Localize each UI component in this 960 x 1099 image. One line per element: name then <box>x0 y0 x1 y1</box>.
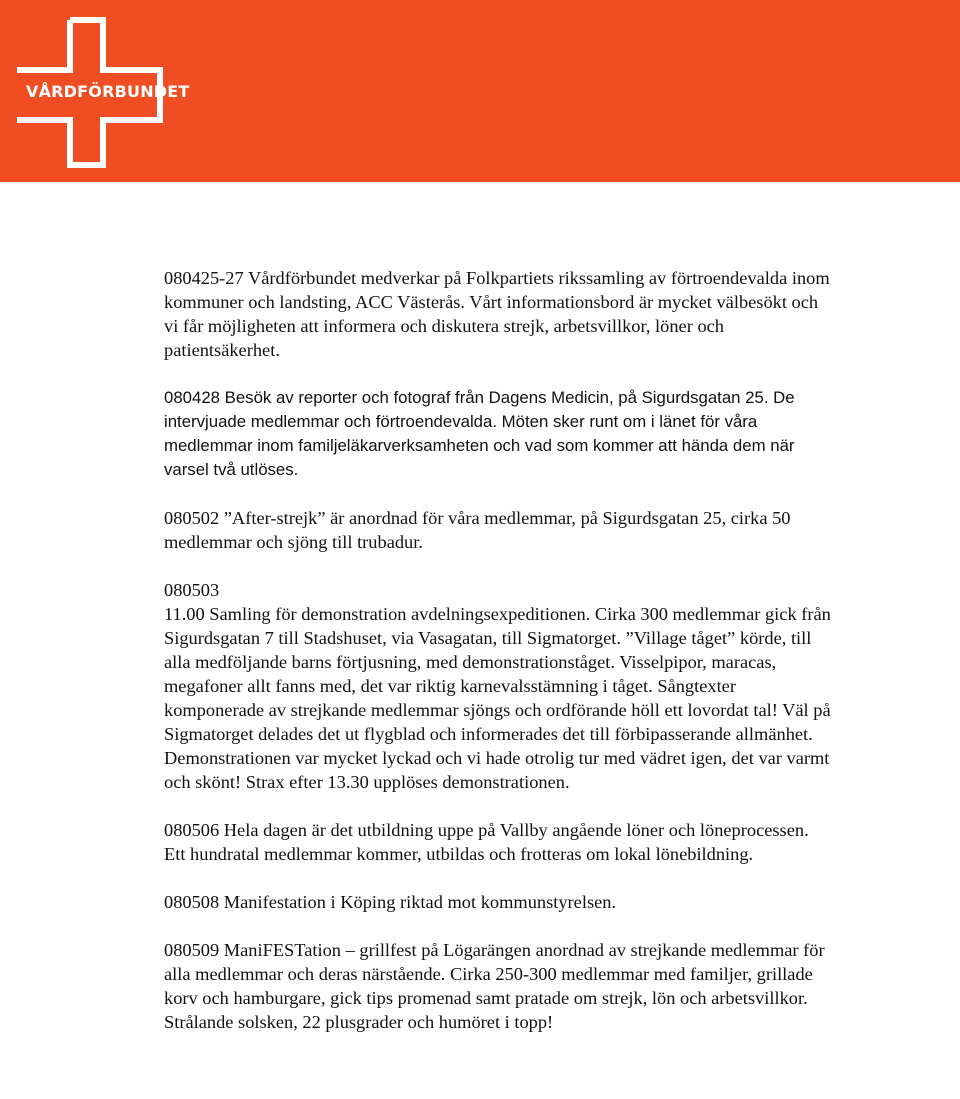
entry-080509: 080509 ManiFESTation – grillfest på Lögarängen anordnad av strejkande medlemmar för alla medlemmar och deras närstående. Cirka 250-300 medlemmar med familjer, grillade korv och hamburgare, gick tips promenad samt pratade om strejk, lön och arbetsvillkor. Strålande solsken, 22 plusgrader och humöret i topp! <box>164 940 825 1032</box>
entry-080502: 080502 ”After-strejk” är anordnad för våra medlemmar, på Sigurdsgatan 25, cirka 50 medlemmar och sjöng till trubadur. <box>164 508 791 552</box>
entry-080425: 080425-27 Vårdförbundet medverkar på Folkpartiets rikssamling av förtroendevalda inom kommuner och landsting, ACC Västerås. Vårt informationsbord är mycket välbesökt och vi får möjligheten att informera och diskutera strejk, arbetsvillkor, löner och patientsäkerhet. <box>164 268 830 360</box>
entry-080428: 080428 Besök av reporter och fotograf från Dagens Medicin, på Sigurdsgatan 25. De intervjuade medlemmar och förtroendevalda. Möten sker runt om i länet för våra medlemmar inom familjeläkarverksamheten och vad som kommer att hända dem när varsel två utlöses. <box>164 388 795 479</box>
entry-080503-text: 11.00 Samling för demonstration avdelningsexpeditionen. Cirka 300 medlemmar gick från Sigurdsgatan 7 till Stadshuset, via Vasagatan, till Sigmatorget. ”Village tåget” körde, till alla medföljande barns förtjusning, med demonstrationståget. Visselpipor, maracas, megafoner allt fanns med, det var riktig karnevalsstämning i tåget. Sångtexter komponerade av strejkande medlemmar sjöngs och ordförande höll ett lovordat tal! Väl på Sigmatorget delades det ut flygblad och informerades det till förbipasserande allmänhet. Demonstrationen var mycket lyckad och vi hade otrolig tur med vädret igen, det var varmt och skönt! Strax efter 13.30 upplöses demonstrationen. <box>164 604 831 792</box>
entry-080506: 080506 Hela dagen är det utbildning uppe på Vallby angående löner och löneprocessen. Ett hundratal medlemmar kommer, utbildas och frotteras om lokal lönebildning. <box>164 820 809 864</box>
entry-080508: 080508 Manifestation i Köping riktad mot kommunstyrelsen. <box>164 892 617 912</box>
entry-080503-date: 080503 <box>164 580 220 600</box>
document-body <box>164 266 834 1058</box>
logo-text: VÅRDFÖRBUNDET <box>26 82 190 101</box>
header-banner <box>0 0 960 182</box>
